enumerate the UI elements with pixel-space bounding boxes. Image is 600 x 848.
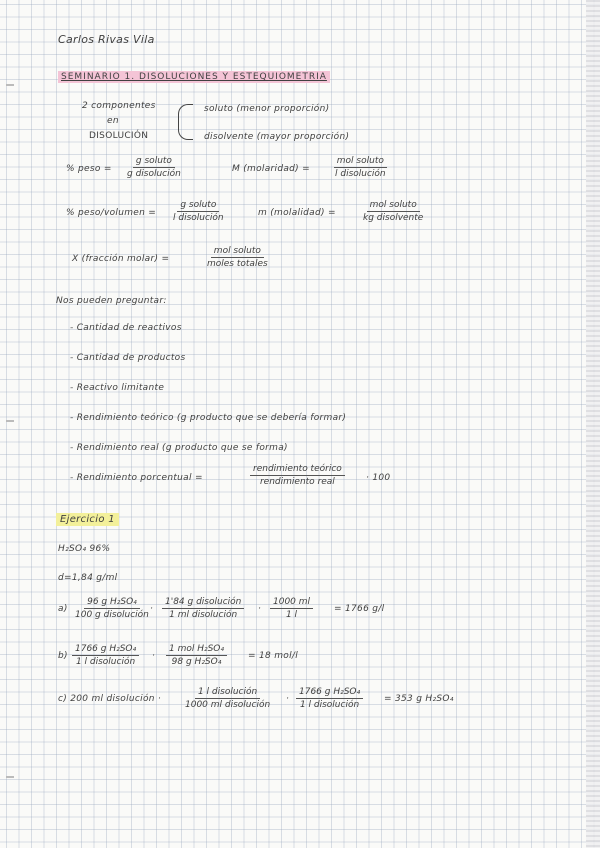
part-b-fraction-1 — [72, 644, 139, 667]
exercise-heading — [56, 514, 119, 525]
formula-molaridad-label: M (molaridad) = — [232, 164, 310, 174]
fraction-numerator: 96 g H₂SO₄ — [84, 597, 140, 609]
question-item: - Rendimiento real (g producto que se forma) — [70, 443, 288, 453]
part-a-result: = 1766 g/l — [334, 604, 385, 614]
fraction-numerator: g soluto — [177, 200, 219, 212]
fraction-denominator: 100 g disolución — [75, 610, 149, 620]
fraction-denominator: 1000 ml disolución — [185, 700, 271, 710]
curly-brace — [178, 104, 193, 140]
fraction-numerator: mol soluto — [211, 246, 264, 258]
part-c-label: c) 200 ml disolución · — [58, 694, 162, 704]
fraction-denominator: rendimiento real — [259, 477, 335, 487]
fraction-denominator: 1 ml disolución — [169, 610, 238, 620]
part-a-fraction-2 — [162, 597, 244, 620]
fraction-numerator: mol soluto — [367, 200, 420, 212]
components-right-2: disolvente (mayor proporción) — [204, 132, 350, 142]
fraction-numerator: 1'84 g disolución — [162, 597, 244, 609]
page-mark — [6, 84, 14, 86]
rendimiento-factor: · 100 — [366, 473, 391, 483]
fraction-numerator: 1000 ml — [270, 597, 313, 609]
fraction-numerator: 1766 g H₂SO₄ — [72, 644, 139, 656]
part-c-result: = 353 g H₂SO₄ — [384, 694, 454, 704]
fraction-denominator: 98 g H₂SO₄ — [171, 657, 222, 667]
part-a-label: a) — [58, 604, 68, 614]
page-title — [58, 72, 330, 82]
components-left-1: 2 componentes — [82, 101, 156, 111]
fraction-numerator: 1 mol H₂SO₄ — [166, 644, 227, 656]
fraction-denominator: 1 l — [285, 610, 298, 620]
part-b-result: = 18 mol/l — [248, 651, 299, 661]
components-right-1: soluto (menor proporción) — [204, 104, 330, 114]
exercise-line: H₂SO₄ 96% — [58, 544, 111, 554]
formula-pv-label: % peso/volumen = — [66, 208, 157, 218]
part-b-fraction-2 — [166, 644, 227, 667]
fraction-denominator: g disolución — [127, 169, 181, 179]
part-a-fraction-3 — [270, 597, 313, 620]
part-c-fraction-2 — [296, 687, 363, 710]
formula-molalidad-label: m (molalidad) = — [258, 208, 336, 218]
fraction-denominator: l disolución — [173, 213, 224, 223]
title-highlight: SEMINARIO 1. DISOLUCIONES Y ESTEQUIOMETRIA — [58, 71, 330, 83]
questions-intro: Nos pueden preguntar: — [56, 296, 167, 306]
components-left-3: DISOLUCIÓN — [89, 131, 149, 141]
fraction-denominator: moles totales — [207, 259, 268, 269]
part-b-label: b) — [58, 651, 68, 661]
formula-pv-fraction — [170, 200, 227, 223]
question-item-label: - Rendimiento porcentual = — [70, 473, 203, 483]
question-item: - Reactivo limitante — [70, 383, 165, 393]
fraction-denominator: l disolución — [335, 169, 386, 179]
exercise-line: d=1,84 g/ml — [58, 573, 118, 583]
components-left-2: en — [107, 116, 119, 126]
fraction-denominator: 1 l disolución — [299, 700, 360, 710]
fraction-numerator: 1 l disolución — [195, 687, 260, 699]
question-item: - Cantidad de productos — [70, 353, 186, 363]
formula-molaridad-fraction — [332, 156, 389, 179]
fraction-numerator: g soluto — [133, 156, 175, 168]
exercise-highlight: Ejercicio 1 — [56, 513, 119, 526]
multiply-dot: · — [150, 604, 154, 614]
formula-x-fraction — [204, 246, 271, 269]
question-item: - Cantidad de reactivos — [70, 323, 182, 333]
formula-x-label: X (fracción molar) = — [72, 254, 170, 264]
formula-peso-label: % peso = — [66, 164, 112, 174]
multiply-dot: · — [258, 604, 262, 614]
page-mark — [6, 776, 14, 778]
part-c-fraction-1 — [182, 687, 273, 710]
fraction-numerator: mol soluto — [334, 156, 387, 168]
formula-peso-fraction — [124, 156, 184, 179]
torn-edge — [586, 0, 600, 848]
fraction-denominator: kg disolvente — [363, 213, 424, 223]
author-name: Carlos Rivas Vila — [58, 33, 155, 46]
page-mark — [6, 420, 14, 422]
fraction-numerator: rendimiento teórico — [250, 464, 345, 476]
multiply-dot: · — [152, 651, 156, 661]
multiply-dot: · — [286, 694, 290, 704]
fraction-numerator: 1766 g H₂SO₄ — [296, 687, 363, 699]
part-a-fraction-1 — [72, 597, 152, 620]
question-item: - Rendimiento teórico (g producto que se debería formar) — [70, 413, 347, 423]
fraction-denominator: 1 l disolución — [75, 657, 136, 667]
formula-molalidad-fraction — [360, 200, 426, 223]
rendimiento-fraction — [250, 464, 345, 487]
